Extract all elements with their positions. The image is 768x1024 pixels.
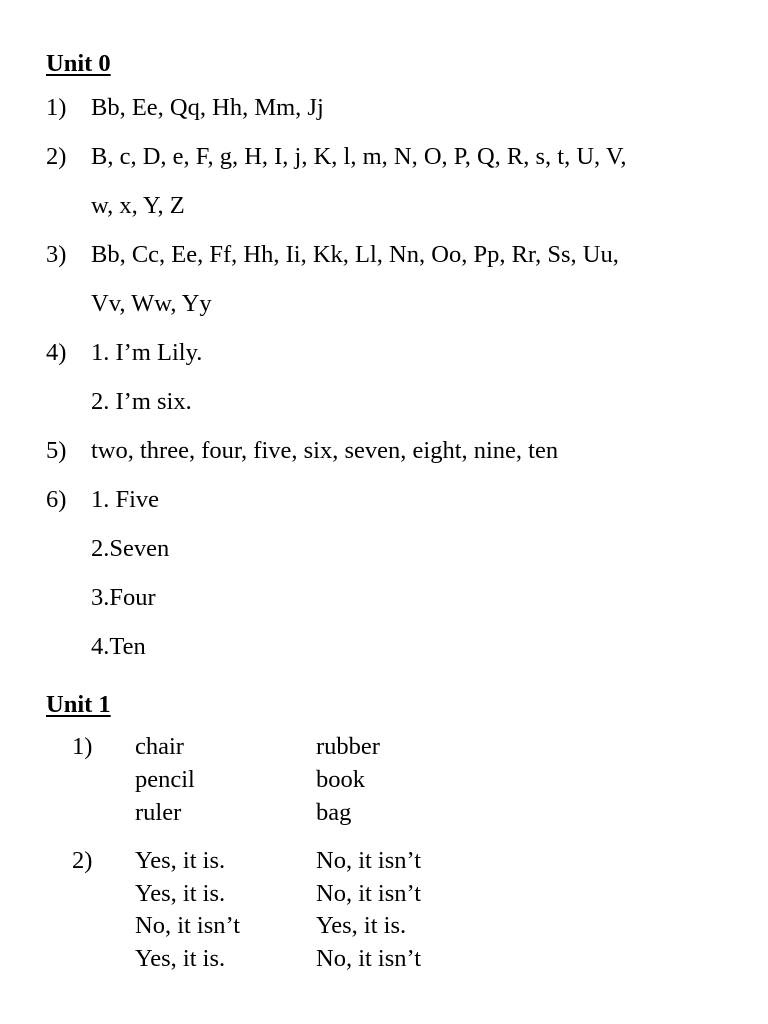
- unit1-item-1-row-2-col-2: book: [316, 766, 365, 793]
- unit1-item-2-row-3-col-1: No, it isn’t: [135, 912, 241, 939]
- unit1-item-1-row-3-col-2: bag: [316, 799, 352, 826]
- unit0-item-6-number: 6): [46, 486, 67, 513]
- unit0-item-3-line-2: Vv, Ww, Yy: [91, 290, 212, 317]
- unit1-item-1-row-2-col-1: pencil: [135, 766, 195, 793]
- unit0-item-1-line-1: Bb, Ee, Qq, Hh, Mm, Jj: [91, 94, 324, 121]
- unit0-item-6-line-1: 1. Five: [91, 486, 160, 513]
- unit-1-heading: Unit 1: [46, 691, 111, 718]
- unit1-item-2-number: 2): [72, 847, 93, 874]
- unit1-item-2-row-1-col-1: Yes, it is.: [135, 847, 226, 874]
- unit0-item-5-number: 5): [46, 437, 67, 464]
- unit0-item-4-number: 4): [46, 339, 67, 366]
- unit0-item-3-number: 3): [46, 241, 67, 268]
- unit1-item-1-number: 1): [72, 733, 93, 760]
- unit1-item-2-row-2-col-2: No, it isn’t: [316, 880, 422, 907]
- unit1-item-2-row-3-col-2: Yes, it is.: [316, 912, 407, 939]
- unit0-item-3-line-1: Bb, Cc, Ee, Ff, Hh, Ii, Kk, Ll, Nn, Oo, Pp, Rr, Ss, Uu,: [91, 241, 619, 268]
- unit0-item-5-line-1: two, three, four, five, six, seven, eight, nine, ten: [91, 437, 559, 464]
- unit1-item-1-row-3-col-1: ruler: [135, 799, 182, 826]
- unit1-item-2-row-4-col-2: No, it isn’t: [316, 945, 422, 972]
- unit0-item-1-number: 1): [46, 94, 67, 121]
- unit0-item-6-line-4: 4.Ten: [91, 633, 146, 660]
- unit-0-heading: Unit 0: [46, 50, 111, 77]
- unit0-item-6-line-2: 2.Seven: [91, 535, 170, 562]
- unit0-item-6-line-3: 3.Four: [91, 584, 156, 611]
- unit1-item-1-row-1-col-2: rubber: [316, 733, 380, 760]
- unit1-item-1-row-1-col-1: chair: [135, 733, 184, 760]
- unit1-item-2-row-2-col-1: Yes, it is.: [135, 880, 226, 907]
- unit0-item-2-line-2: w, x, Y, Z: [91, 192, 185, 219]
- unit1-item-2-row-1-col-2: No, it isn’t: [316, 847, 422, 874]
- unit0-item-4-line-1: 1. I’m Lily.: [91, 339, 203, 366]
- unit1-item-2-row-4-col-1: Yes, it is.: [135, 945, 226, 972]
- unit0-item-2-number: 2): [46, 143, 67, 170]
- unit0-item-2-line-1: B, c, D, e, F, g, H, I, j, K, l, m, N, O, P, Q, R, s, t, U, V,: [91, 143, 627, 170]
- unit0-item-4-line-2: 2. I’m six.: [91, 388, 192, 415]
